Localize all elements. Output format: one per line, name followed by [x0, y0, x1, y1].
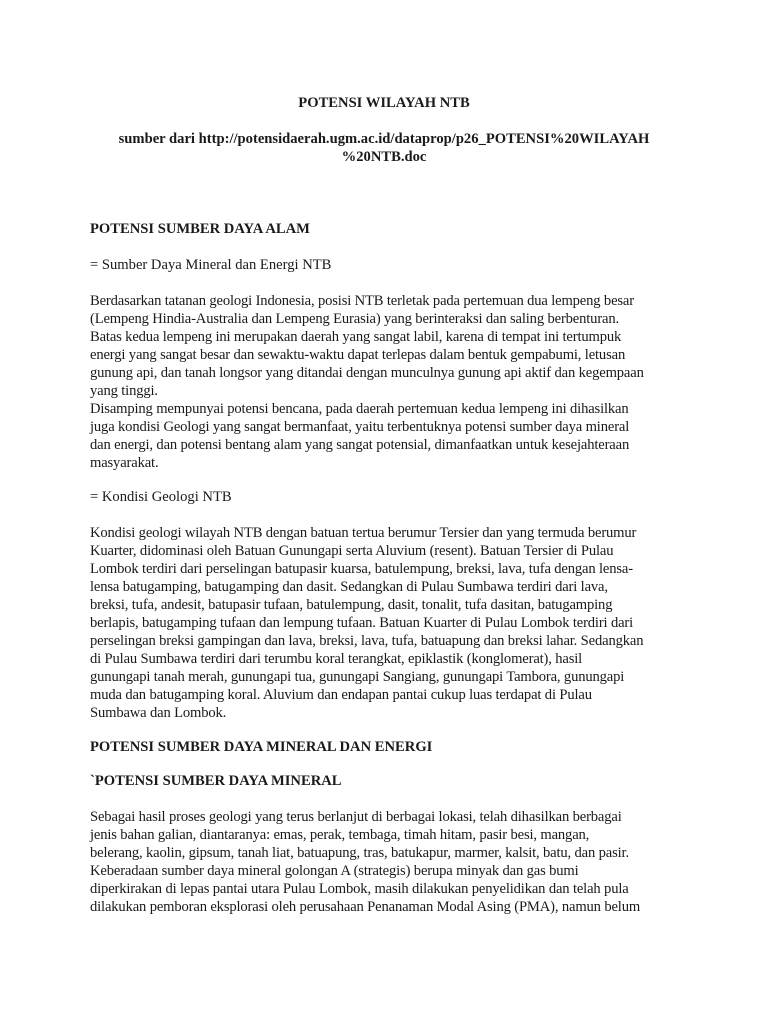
paragraph-geologi-tatanan: [90, 292, 680, 472]
paragraph-line: diperkirakan di lepas pantai utara Pulau Lombok, masih dilakukan penyelidikan dan telah pula: [90, 881, 629, 897]
paragraph-line: berlapis, batugamping tufaan dan lempung tufaan. Batuan Kuarter di Pulau Lombok terdiri dari: [90, 615, 634, 631]
paragraph-line: energi yang sangat besar dan sewaktu-waktu dapat terlepas dalam bentuk gempabumi, letusan: [90, 347, 626, 363]
paragraph-sumber-daya-mineral: [90, 808, 680, 916]
paragraph-line: Kondisi geologi wilayah NTB dengan batuan tertua berumur Tersier dan yang termuda berumur: [90, 525, 637, 541]
paragraph-line: Kuarter, didominasi oleh Batuan Gunungapi serta Aluvium (resent). Batuan Tersier di Pulau: [90, 543, 614, 559]
paragraph-line: Berdasarkan tatanan geologi Indonesia, posisi NTB terletak pada pertemuan dua lempeng besar: [90, 293, 634, 309]
paragraph-line: lensa batugamping, batugamping dan dasit. Sedangkan di Pulau Sumbawa terdiri dari lava,: [90, 579, 608, 595]
document-title: POTENSI WILAYAH NTB: [298, 95, 470, 111]
paragraph-kondisi-geologi: [90, 524, 680, 722]
paragraph-line: breksi, tufa, andesit, batupasir tufaan, batulempung, dasit, tonalit, tufa dasitan, batugamping: [90, 597, 613, 613]
paragraph-line: jenis bahan galian, diantaranya: emas, perak, tembaga, timah hitam, pasir besi, mangan,: [90, 827, 590, 843]
section-heading-mineral-energi: POTENSI SUMBER DAYA MINERAL DAN ENERGI: [90, 739, 433, 755]
source-line: sumber dari http://potensidaerah.ugm.ac.id/dataprop/p26_POTENSI%20WILAYAH: [118, 131, 650, 147]
paragraph-line: Batas kedua lempeng ini merupakan daerah yang sangat labil, karena di tempat ini tertumpuk: [90, 329, 622, 345]
paragraph-line: Keberadaan sumber daya mineral golongan A (strategis) berupa minyak dan gas bumi: [90, 863, 579, 879]
paragraph-line: muda dan batugamping koral. Aluvium dan endapan pantai cukup luas terdapat di Pulau: [90, 687, 592, 703]
paragraph-line: yang tinggi.: [90, 383, 158, 399]
subheading-kondisi-geologi: = Kondisi Geologi NTB: [90, 489, 232, 505]
section-heading-mineral: `POTENSI SUMBER DAYA MINERAL: [90, 773, 342, 789]
paragraph-line: dan energi, dan potensi bentang alam yang sangat potensial, dimanfaatkan untuk kesejahteraan: [90, 437, 630, 453]
paragraph-line: (Lempeng Hindia-Australia dan Lempeng Eurasia) yang berinteraksi dan saling berbenturan.: [90, 311, 620, 327]
paragraph-line: Sumbawa dan Lombok.: [90, 705, 227, 721]
paragraph-line: Lombok terdiri dari perselingan batupasir kuarsa, batulempung, breksi, lava, tufa dengan lensa-: [90, 561, 633, 577]
paragraph-line: belerang, kaolin, gipsum, tanah liat, batuapung, tras, batukapur, marmer, kalsit, batu, dan pasir.: [90, 845, 629, 861]
section-heading-sda: POTENSI SUMBER DAYA ALAM: [90, 221, 310, 237]
paragraph-line: dilakukan pemboran eksplorasi oleh perusahaan Penanaman Modal Asing (PMA), namun belum: [90, 899, 641, 915]
paragraph-line: juga kondisi Geologi yang sangat bermanfaat, yaitu terbentuknya potensi sumber daya mineral: [90, 419, 630, 435]
subheading-mineral-energi: = Sumber Daya Mineral dan Energi NTB: [90, 257, 332, 273]
paragraph-line: perselingan breksi gampingan dan lava, breksi, lava, tufa, batuapung dan breksi lahar. Sedangkan: [90, 633, 644, 649]
paragraph-line: Disamping mempunyai potensi bencana, pada daerah pertemuan kedua lempeng ini dihasilkan: [90, 401, 629, 417]
paragraph-line: gunung api, dan tanah longsor yang ditandai dengan munculnya gunung api aktif dan kegempaan: [90, 365, 644, 381]
paragraph-line: masyarakat.: [90, 455, 159, 471]
paragraph-line: di Pulau Sumbawa terdiri dari terumbu koral terangkat, epiklastik (konglomerat), hasil: [90, 651, 583, 667]
source-line: %20NTB.doc: [341, 149, 427, 165]
source-reference: [100, 130, 668, 166]
paragraph-line: Sebagai hasil proses geologi yang terus berlanjut di berbagai lokasi, telah dihasilkan berbagai: [90, 809, 622, 825]
paragraph-line: gunungapi tanah merah, gunungapi tua, gunungapi Sangiang, gunungapi Tambora, gunungapi: [90, 669, 625, 685]
